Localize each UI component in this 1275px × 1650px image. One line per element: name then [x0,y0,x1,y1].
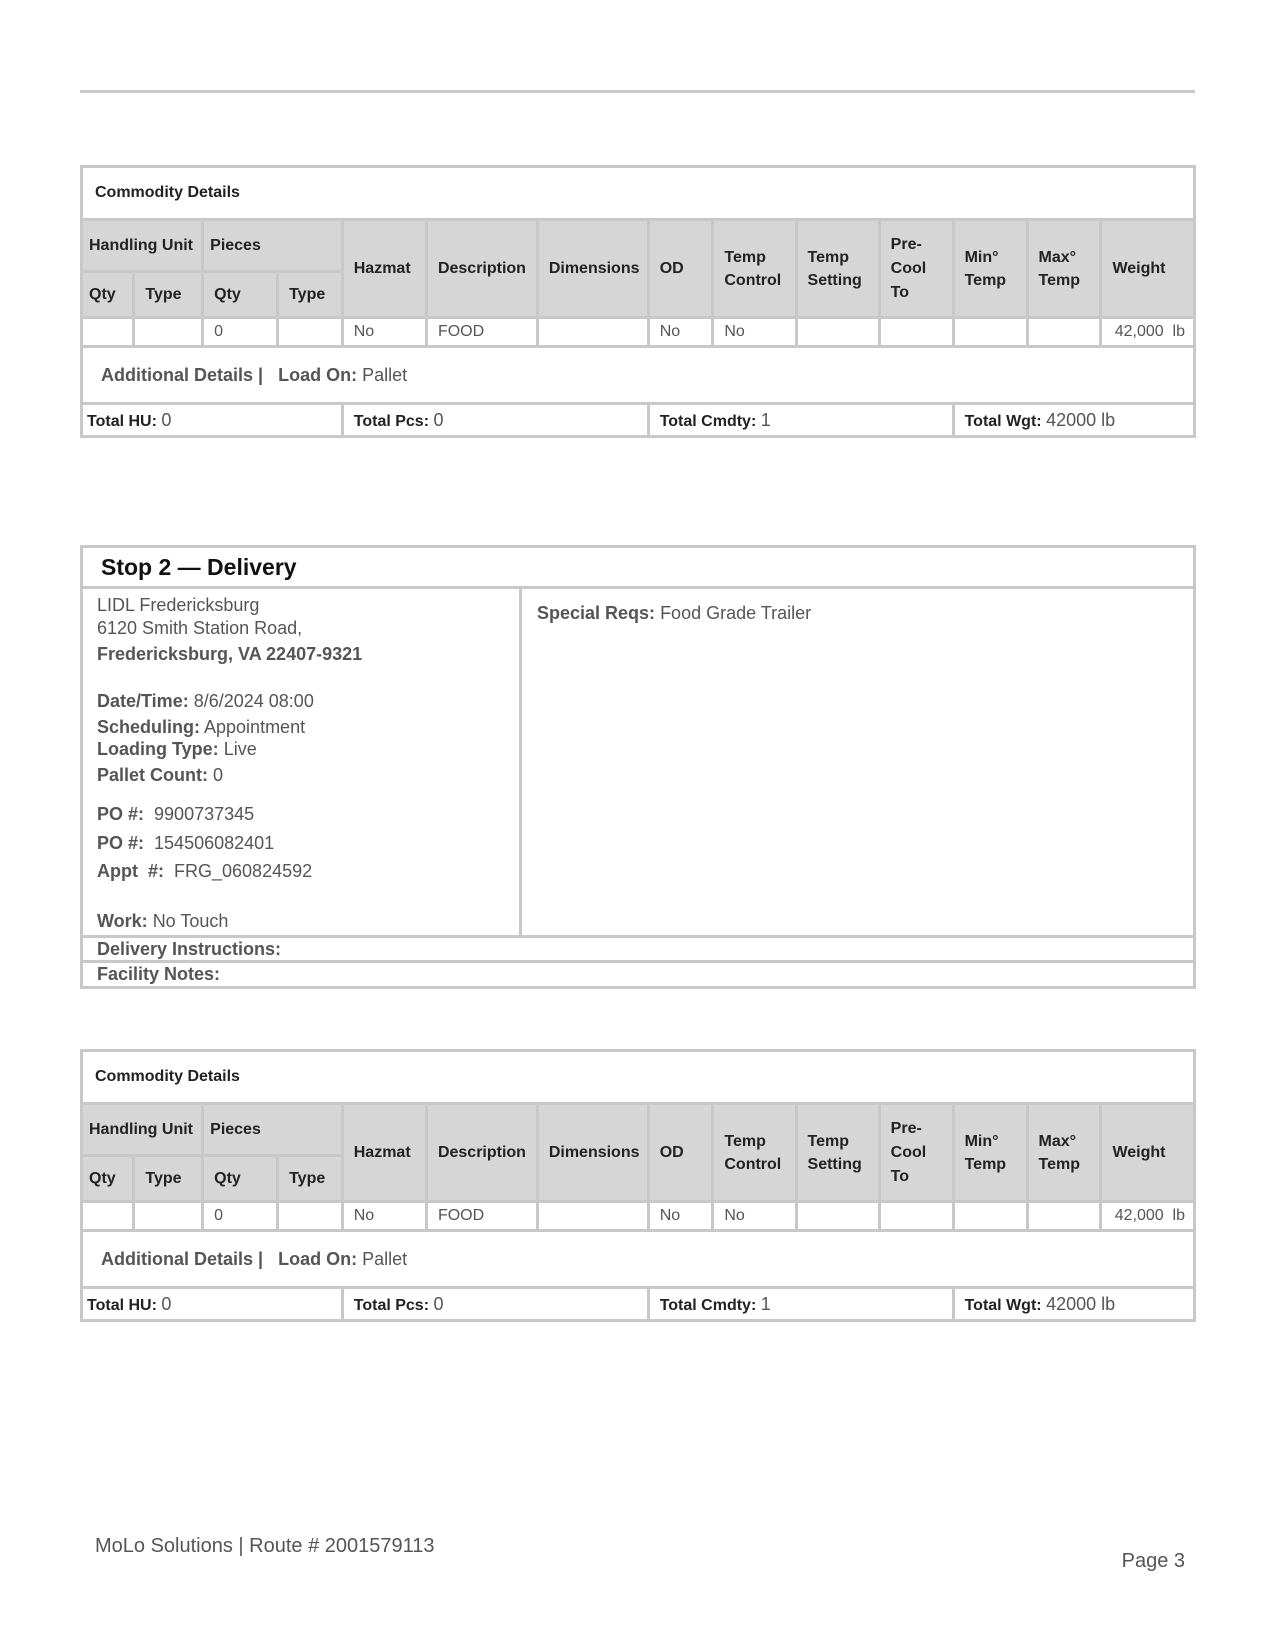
total-wgt-label: Total Wgt: [964,412,1042,430]
stop-2-delivery-panel [80,545,1196,989]
load-on-label: Load On: [278,364,358,385]
po-number-1 [97,804,254,825]
temp-setting-header: Temp Setting [796,220,879,318]
address-line: 6120 Smith Station Road, [97,618,303,638]
additional-details-label: Additional Details | [101,1248,264,1269]
po-1-label: PO #: [97,804,145,824]
total-cmdty-label: Total Cmdty: [659,1296,757,1314]
temp-setting-header: Temp Setting [796,1104,879,1202]
footer-route: MoLo Solutions | Route # 2001579113 [95,1535,435,1557]
od-header: OD [648,220,713,318]
pre-cool-to-cell [879,318,953,347]
pcs-type-header: Type [278,272,343,318]
total-hu-value: 0 [161,409,172,430]
temp-control-cell: No [713,1202,796,1231]
temp-control-header: Temp Control [713,220,796,318]
hazmat-header: Hazmat [342,1104,426,1202]
pcs-qty-cell: 0 [203,1202,278,1231]
weight-cell: 42,000 lb [1101,318,1195,347]
top-divider [80,90,1195,93]
description-header: Description [426,220,537,318]
handling-unit-header: Handling Unit [82,220,203,272]
pieces-header: Pieces [203,1104,343,1156]
hu-type-header: Type [134,1156,203,1202]
load-on-value: Pallet [362,364,408,385]
hu-type-cell [134,1202,203,1231]
temp-setting-cell [796,1202,879,1231]
total-pcs-label: Total Pcs: [353,1296,430,1314]
total-pcs-label: Total Pcs: [353,412,430,430]
max-temp-header: Max° Temp [1027,1104,1101,1202]
commodity-details-table-1 [80,165,1196,438]
pcs-qty-header: Qty [203,1156,278,1202]
additional-details [82,1231,1195,1288]
commodity-details-table-2 [80,1049,1196,1322]
work-label: Work: [97,911,148,931]
delivery-instructions: Delivery Instructions: [83,935,1193,960]
facility-notes: Facility Notes: [83,960,1193,985]
dimensions-cell [537,1202,648,1231]
weight-header: Weight [1101,1104,1195,1202]
commodity-details-title: Commodity Details [82,167,1195,220]
hu-qty-cell [82,318,134,347]
total-pcs [342,1288,648,1321]
loading-type [97,739,257,760]
total-hu-label: Total HU: [87,412,157,430]
dimensions-header: Dimensions [537,1104,648,1202]
description-header: Description [426,1104,537,1202]
min-temp-header: Min° Temp [953,220,1027,318]
hazmat-cell: No [342,1202,426,1231]
pre-cool-to-header: Pre-Cool To [879,220,953,318]
total-pcs-value: 0 [433,409,444,430]
hu-qty-header: Qty [82,272,134,318]
po-number-2 [97,833,274,854]
description-cell: FOOD [426,318,537,347]
handling-unit-header: Handling Unit [82,1104,203,1156]
min-temp-cell [953,1202,1027,1231]
special-reqs-label: Special Reqs: [537,603,656,623]
po-2-label: PO #: [97,833,145,853]
appt-number [97,861,312,882]
pcs-qty-header: Qty [203,272,278,318]
total-cmdty-value: 1 [760,1293,771,1314]
appt-label: Appt #: [97,861,164,881]
total-cmdty-value: 1 [760,409,771,430]
total-wgt-value: 42000 lb [1046,409,1116,430]
temp-control-cell: No [713,318,796,347]
max-temp-cell [1027,318,1101,347]
datetime-value: 8/6/2024 08:00 [193,691,314,711]
dimensions-header: Dimensions [537,220,648,318]
pre-cool-to-cell [879,1202,953,1231]
hazmat-cell: No [342,318,426,347]
scheduling-value: Appointment [204,717,306,737]
od-header: OD [648,1104,713,1202]
facility-name: LIDL Fredericksburg [97,595,260,615]
loading-type-label: Loading Type: [97,739,219,759]
additional-details [82,347,1195,404]
max-temp-cell [1027,1202,1101,1231]
hu-type-cell [134,318,203,347]
special-reqs-value: Food Grade Trailer [660,603,812,623]
total-cmdty-label: Total Cmdty: [659,412,757,430]
load-on-value: Pallet [362,1248,408,1269]
pallet-count-value: 0 [213,765,224,785]
datetime-label: Date/Time: [97,691,189,711]
additional-details-label: Additional Details | [101,364,264,385]
max-temp-header: Max° Temp [1027,220,1101,318]
datetime [97,691,314,712]
description-cell: FOOD [426,1202,537,1231]
min-temp-cell [953,318,1027,347]
pcs-qty-cell: 0 [203,318,278,347]
total-pcs-value: 0 [433,1293,444,1314]
total-wgt-value: 42000 lb [1046,1293,1116,1314]
hu-qty-header: Qty [82,1156,134,1202]
commodity-row [82,318,1195,347]
hu-type-header: Type [134,272,203,318]
page-number: Page 3 [1121,1550,1185,1572]
appt-value: FRG_060824592 [174,861,313,881]
temp-setting-cell [796,318,879,347]
po-2-value: 154506082401 [154,833,275,853]
dimensions-cell [537,318,648,347]
pcs-type-cell [278,318,343,347]
total-hu [82,404,343,437]
po-1-value: 9900737345 [154,804,255,824]
pcs-type-header: Type [278,1156,343,1202]
total-pcs [342,404,648,437]
pallet-count [97,765,223,786]
scheduling-label: Scheduling: [97,717,200,737]
load-on-label: Load On: [278,1248,358,1269]
commodity-details-title: Commodity Details [82,1051,1195,1104]
stop-details [83,589,522,935]
hu-qty-cell [82,1202,134,1231]
pcs-type-cell [278,1202,343,1231]
loading-type-value: Live [223,739,257,759]
total-hu-label: Total HU: [87,1296,157,1314]
work [97,911,228,932]
weight-header: Weight [1101,220,1195,318]
commodity-row [82,1202,1195,1231]
temp-control-header: Temp Control [713,1104,796,1202]
od-cell: No [648,318,713,347]
scheduling [97,717,305,738]
weight-cell: 42,000 lb [1101,1202,1195,1231]
city-state-zip: Fredericksburg, VA 22407-9321 [97,644,363,664]
total-wgt [953,404,1194,437]
min-temp-header: Min° Temp [953,1104,1027,1202]
pre-cool-to-header: Pre-Cool To [879,1104,953,1202]
total-wgt [953,1288,1194,1321]
total-cmdty [648,1288,953,1321]
pieces-header: Pieces [203,220,343,272]
work-value: No Touch [152,911,229,931]
total-wgt-label: Total Wgt: [964,1296,1042,1314]
total-hu-value: 0 [161,1293,172,1314]
stop-title: Stop 2 — Delivery [83,548,1193,589]
od-cell: No [648,1202,713,1231]
special-requirements [522,589,1193,935]
hazmat-header: Hazmat [342,220,426,318]
special-reqs [537,603,811,624]
total-cmdty [648,404,953,437]
pallet-count-label: Pallet Count: [97,765,208,785]
total-hu [82,1288,343,1321]
